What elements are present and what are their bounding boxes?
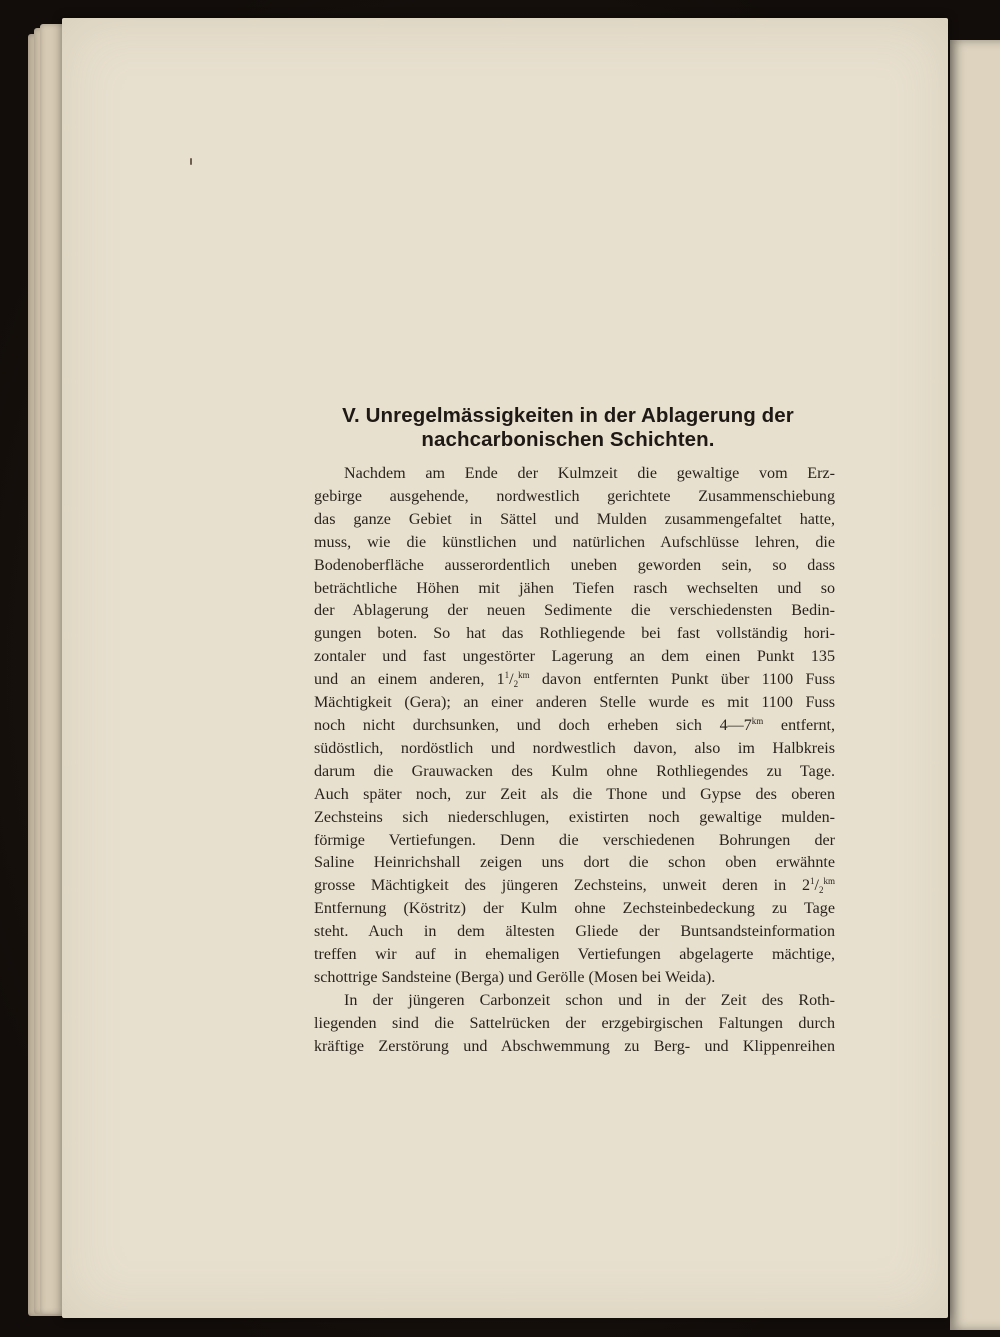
- text-segment: entfernt,: [763, 716, 835, 734]
- text-line: förmige Vertiefungen. Denn die verschiedenen Bohrungen der: [314, 831, 835, 849]
- text-line: schottrige Sandsteine (Berga) und Gerölle (Mosen bei Weida).: [314, 968, 716, 986]
- text-segment: davon entfernten Punkt über 1100 Fuss: [529, 671, 835, 689]
- text-line: südöstlich, nordöstlich und nordwestlich davon, also im Halbkreis: [314, 739, 835, 757]
- text-line: [314, 715, 835, 738]
- text-line: Bodenoberfläche ausserordentlich uneben geworden sein, so dass: [314, 556, 835, 574]
- text-line: muss, wie die künstlichen und natürlichen Aufschlüsse lehren, die: [314, 533, 835, 551]
- text-line: [314, 875, 835, 898]
- fraction-numerator: 1: [504, 670, 510, 681]
- text-line: das ganze Gebiet in Sättel und Mulden zusammengefaltet hatte,: [314, 510, 835, 528]
- heading-line: nachcarbonischen Schichten.: [421, 428, 715, 451]
- unit-superscript: km: [751, 715, 764, 726]
- text-line: zontaler und fast ungestörter Lagerung an dem einen Punkt 135: [314, 648, 835, 666]
- text-segment: grosse Mächtigkeit des jüngeren Zechsteins, unweit deren in 2: [314, 877, 810, 895]
- text-line: steht. Auch in dem ältesten Gliede der Buntsandsteinformation: [314, 923, 835, 941]
- text-line: liegenden sind die Sattelrücken der erzgebirgischen Faltungen durch: [314, 1014, 835, 1032]
- facing-page-edge: [950, 40, 1000, 1330]
- fraction-denominator: 2: [818, 885, 824, 896]
- fraction-slash: /: [814, 877, 819, 895]
- text-line: [314, 669, 835, 692]
- chapter-heading: [300, 404, 836, 452]
- fraction-denominator: 2: [513, 679, 519, 690]
- text-segment: noch nicht durchsunken, und doch erheben sich 4—7: [314, 716, 752, 734]
- text-line: kräftige Zerstörung und Abschwemmung zu Berg- und Klippenreihen: [314, 1037, 835, 1055]
- text-line: Auch später noch, zur Zeit als die Thone und Gypse des oberen: [314, 785, 835, 803]
- unit-superscript: km: [518, 670, 530, 681]
- text-line: gungen boten. So hat das Rothliegende bei fast vollständig hori-: [314, 625, 835, 643]
- text-line: Mächtigkeit (Gera); an einer anderen Stelle wurde es mit 1100 Fuss: [314, 694, 835, 712]
- text-line: der Ablagerung der neuen Sedimente die verschiedensten Bedin-: [314, 602, 835, 620]
- text-line: Nachdem am Ende der Kulmzeit die gewaltige vom Erz-: [344, 465, 835, 482]
- fraction-slash: /: [509, 671, 514, 689]
- text-segment: und an einem anderen, 1: [314, 671, 505, 689]
- text-line: treffen wir auf in ehemaligen Vertiefungen abgelagerte mächtige,: [314, 946, 835, 964]
- text-line: Saline Heinrichshall zeigen uns dort die schon oben erwähnte: [314, 854, 835, 872]
- fraction-numerator: 1: [810, 876, 815, 887]
- body-text: [314, 463, 835, 1059]
- text-line: gebirge ausgehende, nordwestlich gerichtete Zusammenschiebung: [314, 487, 835, 505]
- text-line: Entfernung (Köstritz) der Kulm ohne Zechsteinbedeckung zu Tage: [314, 900, 835, 918]
- text-line: darum die Grauwacken des Kulm ohne Rothliegendes zu Tage.: [314, 762, 835, 780]
- paper-speck: [190, 158, 192, 165]
- unit-superscript: km: [823, 876, 835, 887]
- heading-line: V. Unregelmässigkeiten in der Ablagerung der: [342, 404, 794, 427]
- text-line: beträchtliche Höhen mit jähen Tiefen rasch wechselten und so: [314, 579, 835, 597]
- text-line: In der jüngeren Carbonzeit schon und in der Zeit des Roth-: [344, 991, 835, 1009]
- text-line: Zechsteins sich niederschlugen, existirten noch gewaltige mulden-: [314, 808, 835, 826]
